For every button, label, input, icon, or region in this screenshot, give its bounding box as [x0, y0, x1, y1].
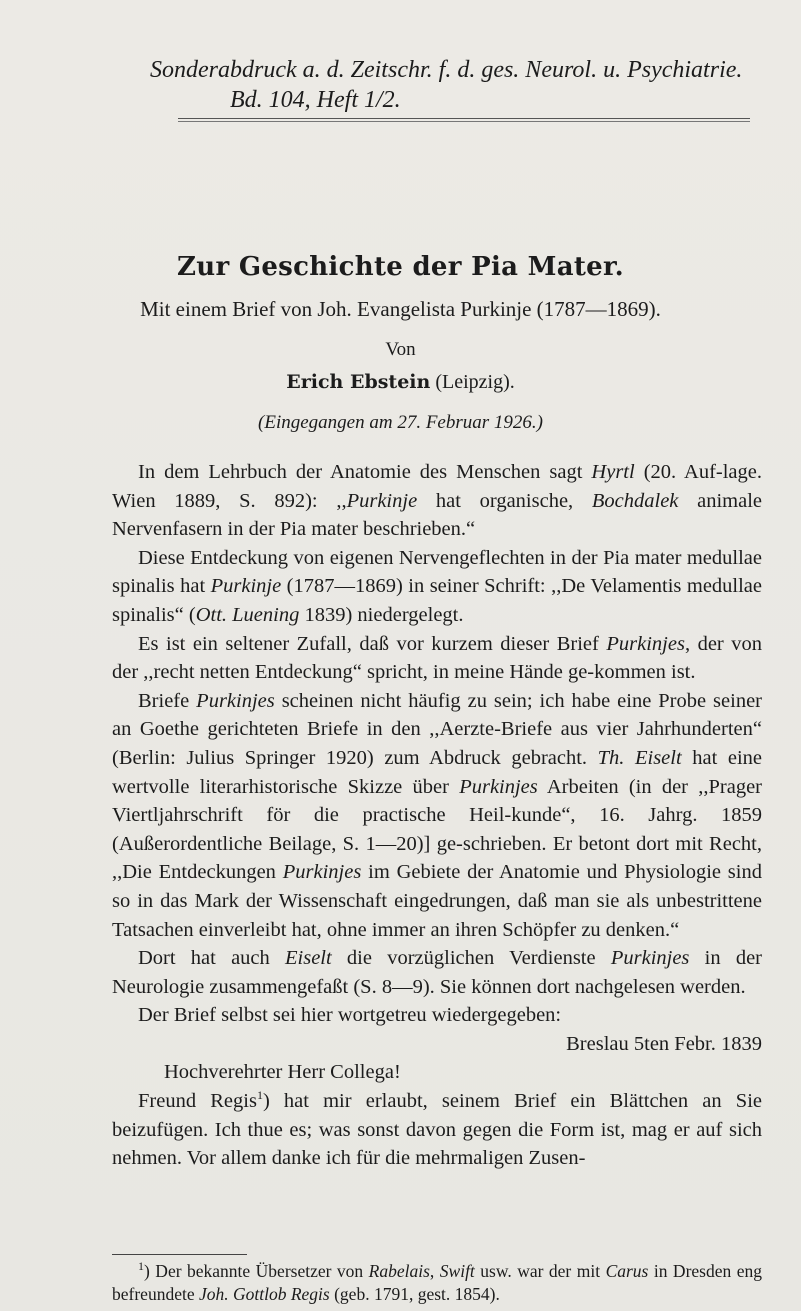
header-journal: Sonderabdruck a. d. Zeitschr. f. d. ges. Neurol. u. Psychiatrie. — [150, 57, 743, 83]
article-subtitle: Mit einem Brief von Joh. Evangelista Purkinje (1787—1869). — [140, 297, 661, 321]
paragraph-7: Freund Regis$^1$) hat mir erlaubt, seinem Brief ein Blättchen an Sie beizufügen. Ich thue es; was sonst davon gegen die Form ist, mag er auf sich nehmen. Vor allem danke ich für die mehrmaligen Zusen- — [112, 1088, 763, 1170]
footnote-mark: 1 — [138, 1259, 144, 1274]
footnote: $^1$) Der bekannte Übersetzer von Rabelais, Swift usw. war der mit Carus in Dresden eng befreundete Joh. Gottlob Regis (geb. 1791, gest. 1854). — [112, 1259, 762, 1304]
paragraph-6: Der Brief selbst sei hier wortgetreu wiedergegeben: — [138, 1004, 562, 1027]
article-title: Zur Geschichte der Pia Mater. — [176, 252, 624, 282]
paragraph-5: Dort hat auch Eiselt die vorzüglichen Verdienste Purkinjes in der Neurologie zusammengefaßt (S. 8—9). Sie können dort nachgelesen werden. — [112, 947, 763, 998]
author-name: Erich Ebstein — [286, 371, 431, 393]
letter-date: Breslau 5ten Febr. 1839 — [566, 1032, 762, 1055]
header-rule-second — [178, 121, 750, 122]
footnote-ref: 1 — [256, 1088, 263, 1103]
paragraph-4: Briefe Purkinjes scheinen nicht häufig zu sein; ich habe eine Probe seiner an Goethe gerichteten Briefe in den ,,Aerzte-Briefe aus vier Jahrhunderten“ (Berlin: Julius Springer 1920) zum Abdruck gebracht. Th. Eiselt hat eine wertvolle literarhistorische Skizze über Purkinjes Arbeiten (in der ,,Prager Viertljahrschrift för die practische Heil-kunde“, 16. Jahrg. 1859 (Außerordentliche Beilage, S. 1—20)] ge-schrieben. Er betont dort mit Recht, ,,Die Entdeckungen Purkinjes im Gebiete der Anatomie und Physiologie sind so in das Mark der Wissenschaft eingedrungen, daß man sie als unbestrittene Tatsachen einverleibt hat, ohne immer an ihren Schöpfer zu denken.“ — [112, 689, 763, 941]
paragraph-2: Diese Entdeckung von eigenen Nervengeflechten in der Pia mater medullae spinalis hat Purkinje (1787—1869) in seiner Schrift: ,,De Velamentis medullae spinalis“ (Ott. Luening 1839) niedergelegt. — [112, 546, 763, 626]
offprint-header — [150, 55, 750, 115]
paragraph-1: In dem Lehrbuch der Anatomie des Menschen sagt Hyrtl (20. Auf-lage. Wien 1889, S. 892): ,,Purkinje hat organische, Bochdalek animale Nervenfasern in der Pia mater beschrieben.“ — [112, 461, 763, 541]
paragraph-3: Es ist ein seltener Zufall, daß vor kurzem dieser Brief Purkinjes, der von der ,,recht netten Entdeckung“ spricht, in meine Hände ge-kommen ist. — [112, 632, 762, 684]
byline-von: Von — [385, 339, 416, 360]
received-date: (Eingegangen am 27. Februar 1926.) — [258, 412, 543, 433]
article-body — [112, 458, 762, 1173]
header-rule — [178, 118, 750, 119]
footnote-rule — [112, 1254, 247, 1255]
header-volume: Bd. 104, Heft 1/2. — [230, 87, 401, 113]
author-line — [0, 371, 801, 394]
author-place: (Leipzig). — [435, 371, 515, 393]
letter-salutation: Hochverehrter Herr Collega! — [164, 1061, 401, 1084]
